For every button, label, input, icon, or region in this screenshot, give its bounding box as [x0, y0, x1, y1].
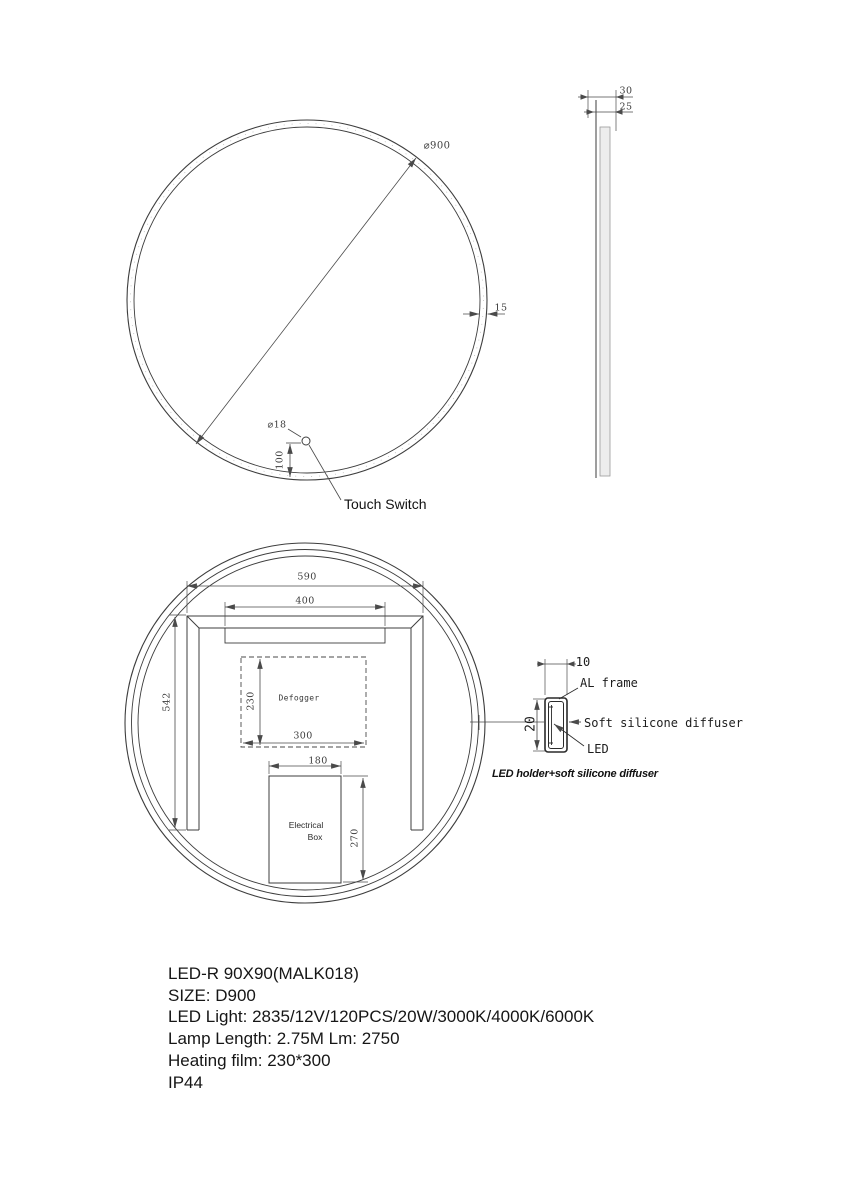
electrical-box-label-2: Box — [307, 832, 323, 842]
spec-size: SIZE: D900 — [168, 985, 256, 1005]
led-label: LED — [587, 742, 609, 756]
box-width-dim: 180 — [308, 755, 328, 767]
side-mirror-slab — [600, 127, 610, 476]
profile-height-dim: 20 — [523, 716, 539, 732]
edge-thickness-dim: 15 — [494, 302, 508, 314]
defogger-label: Defogger — [278, 693, 320, 703]
touch-switch-label: Touch Switch — [344, 496, 427, 512]
hanging-bar — [225, 628, 385, 643]
spec-block — [168, 963, 594, 1093]
front-view — [127, 120, 505, 500]
back-view — [125, 543, 544, 903]
spec-ip-rating: IP44 — [168, 1072, 203, 1092]
detail-caption: LED holder+soft silicone diffuser — [492, 768, 658, 780]
bar-width-dim: 400 — [295, 595, 315, 607]
touch-switch-circle — [302, 437, 310, 445]
touch-offset-dim-label: 100 — [274, 450, 286, 470]
led-leader — [554, 724, 584, 746]
electrical-box-label-1: Electrical — [288, 820, 324, 830]
profile-width-dim: 10 — [575, 655, 591, 669]
side-depth-mirror-dim: 25 — [619, 101, 633, 113]
soft-silicone-diffuser-label: Soft silicone diffuser — [584, 716, 743, 730]
side-depth-total-dim: 30 — [619, 85, 633, 97]
defogger-width-dim: 300 — [293, 730, 313, 742]
side-view — [578, 90, 633, 478]
touch-dia-leader — [288, 429, 301, 437]
touch-diameter-dim: ⌀18 — [267, 419, 287, 431]
front-diameter-label: ⌀900 — [423, 140, 451, 152]
frame-height-dim: 542 — [161, 692, 173, 712]
spec-model: LED-R 90X90(MALK018) — [168, 964, 359, 983]
led-profile-detail — [533, 659, 584, 752]
al-frame-label: AL frame — [580, 676, 638, 690]
mounting-frame — [187, 616, 423, 830]
defogger-height-dim: 230 — [245, 691, 257, 711]
al-frame-leader — [559, 688, 578, 699]
frame-width-dim: 590 — [297, 571, 317, 583]
box-height-dim: 270 — [349, 828, 361, 848]
diameter-line — [196, 158, 416, 444]
spec-lamp-length: Lamp Length: 2.75M Lm: 2750 — [168, 1029, 400, 1049]
spec-led-light: LED Light: 2835/12V/120PCS/20W/3000K/4000K/6000K — [168, 1007, 595, 1027]
spec-heating-film: Heating film: 230*300 — [168, 1050, 331, 1070]
